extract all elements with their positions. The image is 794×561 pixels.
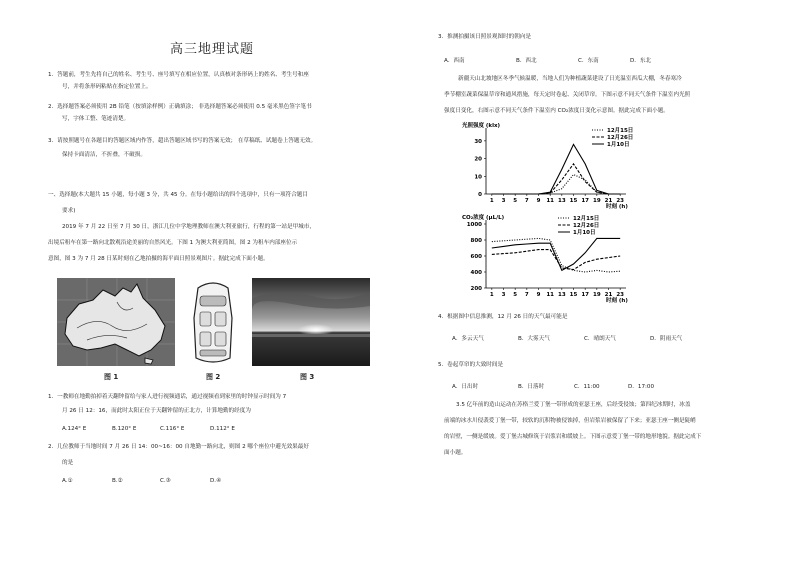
question-4-option-c: C．晴朗天气 bbox=[584, 336, 616, 342]
co2-chart-y-label: CO₂浓度 (μL/L) bbox=[462, 215, 505, 221]
section-heading-line-2: 要求) bbox=[62, 208, 76, 214]
australia-map-image bbox=[57, 278, 175, 366]
question-3-option-b: B．西北 bbox=[516, 58, 537, 64]
question-5-option-a: A．日出时 bbox=[452, 384, 479, 390]
co2-chart-series-line bbox=[492, 238, 620, 270]
question-3-option-d: D．东北 bbox=[630, 58, 652, 64]
question-5-option-b: B．日落时 bbox=[518, 384, 545, 390]
question-3-text: 3．推测拍摄该日照景观图时的朝向是 bbox=[438, 34, 532, 40]
question-5-option-d: D．17:00 bbox=[628, 384, 655, 390]
note-3-line-1: 3．请按照题号在各题目的答题区域内作答，超出答题区域书写的答案无效； 在草稿纸、试题卷上答题无效。 bbox=[48, 138, 317, 144]
passage-3-line-3: 的岩壁，一侧是缓坡。爱丁堡古城修筑于岩浆岩和缓坡上。下图示意爱丁堡一带的地形地貌。据此完成下 bbox=[444, 434, 702, 440]
light-chart-x-tick-label: 3 bbox=[501, 198, 506, 204]
co2-chart-x-tick-label: 9 bbox=[536, 292, 541, 298]
passage-2-line-2: 季节棚室蔬菜保温草帘和通风措施，每天定时卷起、关闭草帘。下图示意不同天气条件下温室内光照 bbox=[444, 92, 691, 98]
light-chart-x-tick-label: 5 bbox=[513, 198, 518, 204]
figure-3-caption: 图 3 bbox=[300, 373, 315, 381]
co2-chart-x-tick-label: 21 bbox=[604, 292, 613, 298]
question-4-text: 4．根据图中信息推测，12 月 26 日的天气最可能是 bbox=[438, 314, 568, 320]
question-4-option-b: B．大雾天气 bbox=[518, 336, 550, 342]
light-chart-x-tick-label: 17 bbox=[581, 198, 589, 204]
co2-chart-x-tick-label: 15 bbox=[569, 292, 578, 298]
light-chart-y-tick-label: 20 bbox=[474, 156, 482, 163]
note-2-line-1: 2．选择题答案必须使用 2B 铅笔（按填涂样例）正确填涂； 非选择题答案必须使用 0.5 毫米黑色签字笔书 bbox=[48, 104, 312, 110]
light-chart-y-tick-label: 30 bbox=[474, 138, 482, 145]
co2-chart-x-tick-label: 3 bbox=[501, 292, 506, 298]
question-3-option-c: C．东南 bbox=[578, 58, 599, 64]
passage-3-line-4: 面小题。 bbox=[444, 450, 467, 456]
question-1-line-2: 月 26 日 12：16，而此时太阳正位于天翻钟留的正北方，计算地勤的经度为 bbox=[62, 408, 251, 414]
question-1-option-c: C.116° E bbox=[160, 426, 185, 432]
light-chart-y-label: 光照强度 (klx) bbox=[462, 123, 501, 129]
question-1-option-a: A.124° E bbox=[62, 426, 87, 432]
co2-chart-x-tick-label: 5 bbox=[513, 292, 518, 298]
light-chart-x-tick-label: 7 bbox=[524, 198, 529, 204]
question-2-option-d: D.④ bbox=[210, 478, 222, 484]
light-chart-x-tick-label: 23 bbox=[616, 198, 624, 204]
light-chart-y-tick-label: 10 bbox=[474, 174, 482, 181]
light-chart-series-line bbox=[492, 164, 620, 194]
question-2-line-1: 2．几位教师于当地时间 7 月 26 日 14：00~16：00 自地勤一路向北，则图 2 哪个座位中避光效果最好 bbox=[48, 444, 309, 450]
light-chart-x-tick-label: 13 bbox=[558, 198, 566, 204]
australia-map-figure bbox=[57, 278, 175, 366]
co2-chart-x-tick-label: 7 bbox=[524, 292, 529, 298]
note-3-line-2: 保持卡面清洁，不折叠，不破损。 bbox=[62, 152, 146, 158]
note-2-line-2: 写，字体工整、笔迹清楚。 bbox=[62, 116, 130, 122]
sunset-photo-figure bbox=[252, 278, 370, 366]
co2-chart-y-tick-label: 1000 bbox=[466, 222, 482, 228]
note-1-line-1: 1．答题前，考生先将自己的姓名、考生号、座号填写在相应位置，认真核对条形码上的姓名、考生号和座 bbox=[48, 72, 309, 78]
light-chart-series-line bbox=[492, 144, 620, 194]
light-chart-x-tick-label: 9 bbox=[536, 198, 541, 204]
light-chart-legend-label: 1月10日 bbox=[607, 142, 630, 148]
figure-1-caption: 图 1 bbox=[104, 373, 119, 381]
co2-chart-x-tick-label: 11 bbox=[546, 292, 554, 298]
co2-chart-y-tick-label: 600 bbox=[470, 254, 482, 260]
question-2-line-2: 的是 bbox=[62, 460, 74, 466]
light-chart-x-tick-label: 1 bbox=[489, 198, 494, 204]
light-intensity-chart bbox=[460, 120, 640, 210]
intro-line-2: 出境后租车在第一路向北散观沿途美丽的自然风光。下图 1 为澳大利亚简图，图 2 为租车内部座位示 bbox=[48, 240, 298, 246]
question-5-option-c: C．11:00 bbox=[574, 384, 600, 390]
co2-chart-y-tick-label: 200 bbox=[470, 286, 482, 292]
question-1-line-1: 1．一教师在地勤拍掉着天翻钟留给与家人进行视频通话，通过视频看到家里的时钟显示时间为 7 bbox=[48, 394, 287, 400]
co2-chart-y-tick-label: 400 bbox=[470, 270, 482, 276]
light-chart-series-line bbox=[492, 175, 620, 194]
co2-chart-x-tick-label: 23 bbox=[616, 292, 624, 298]
question-2-option-c: C.③ bbox=[160, 478, 171, 484]
question-4-option-a: A．多云天气 bbox=[452, 336, 484, 342]
light-chart-x-tick-label: 19 bbox=[593, 198, 601, 204]
co2-chart-x-tick-label: 13 bbox=[558, 292, 566, 298]
co2-concentration-chart bbox=[460, 212, 640, 304]
light-chart-y-tick-label: 0 bbox=[478, 192, 482, 198]
car-seat-figure bbox=[190, 278, 236, 366]
co2-chart-x-label: 时刻 (h) bbox=[606, 298, 628, 304]
question-5-text: 5．卷起草帘的大致时间是 bbox=[438, 362, 504, 368]
co2-chart-legend-label: 12月15日 bbox=[573, 216, 600, 222]
sunset-photo-image bbox=[252, 278, 370, 366]
car-seat-diagram bbox=[190, 278, 236, 366]
light-chart-legend-label: 12月15日 bbox=[607, 128, 634, 134]
passage-2-line-1: 新疆天山北坡地区冬季气候温暖，当地人们为种植蔬菜建设了日光温室西瓜大棚，冬春寒冷 bbox=[458, 76, 682, 82]
co2-chart-x-tick-label: 19 bbox=[593, 292, 601, 298]
co2-chart-series-line bbox=[492, 238, 620, 272]
intro-line-3: 意图，图 3 为 7 月 28 日某时刻在乙地拍摄的海平面日照景观图片。据此完成下面小题。 bbox=[48, 256, 269, 262]
co2-chart-x-tick-label: 1 bbox=[489, 292, 494, 298]
co2-chart-x-tick-label: 17 bbox=[581, 292, 589, 298]
light-chart-x-label: 时刻 (h) bbox=[606, 204, 628, 210]
co2-chart-legend-label: 12月26日 bbox=[573, 223, 600, 229]
figure-2-caption: 图 2 bbox=[206, 373, 221, 381]
light-chart-legend-label: 12月26日 bbox=[607, 135, 634, 141]
section-heading-line-1: 一、选择题(本大题共 15 小题，每小题 3 分，共 45 分。在每小题给出的四个选项中，只有一项符合题目 bbox=[48, 192, 308, 198]
passage-3-line-2: 前端的冰水川侵袭爱丁堡一带，较软的沉积物被侵蚀掉，但岩浆岩被保留了下来；亚瑟王座一侧是陡峭 bbox=[444, 418, 696, 424]
note-1-line-2: 号，并将条形码粘贴在指定位置上。 bbox=[62, 84, 152, 90]
question-2-option-b: B.② bbox=[112, 478, 123, 484]
passage-2-line-3: 强度日变化，右图示意不同天气条件下温室内 CO₂浓度日变化示意图。据此完成下面小题。 bbox=[444, 108, 669, 114]
question-3-option-a: A．西南 bbox=[444, 58, 465, 64]
page-title: 高三地理试题 bbox=[170, 42, 255, 57]
co2-chart-y-tick-label: 800 bbox=[470, 238, 482, 244]
question-1-option-b: B.120° E bbox=[112, 426, 137, 432]
light-chart-x-tick-label: 11 bbox=[546, 198, 554, 204]
intro-line-1: 2019 年 7 月 22 日至 7 月 30 日，浙江几位中学地理教师在澳大利亚旅行，行程的第一站是甲城市， bbox=[62, 224, 315, 230]
question-4-option-d: D．阴雨天气 bbox=[650, 336, 683, 342]
question-1-option-d: D.112° E bbox=[210, 426, 235, 432]
light-chart-x-tick-label: 21 bbox=[604, 198, 613, 204]
passage-3-line-1: 3.5 亿年前的造山运动在苏格兰爱丁堡一带形成的亚瑟王座，后经受侵蚀；第四纪冰期时，冰盖 bbox=[456, 402, 691, 408]
question-2-option-a: A.① bbox=[62, 478, 73, 484]
co2-chart-series-line bbox=[492, 250, 620, 270]
light-chart-x-tick-label: 15 bbox=[569, 198, 578, 204]
co2-chart-legend-label: 1月10日 bbox=[573, 230, 596, 236]
